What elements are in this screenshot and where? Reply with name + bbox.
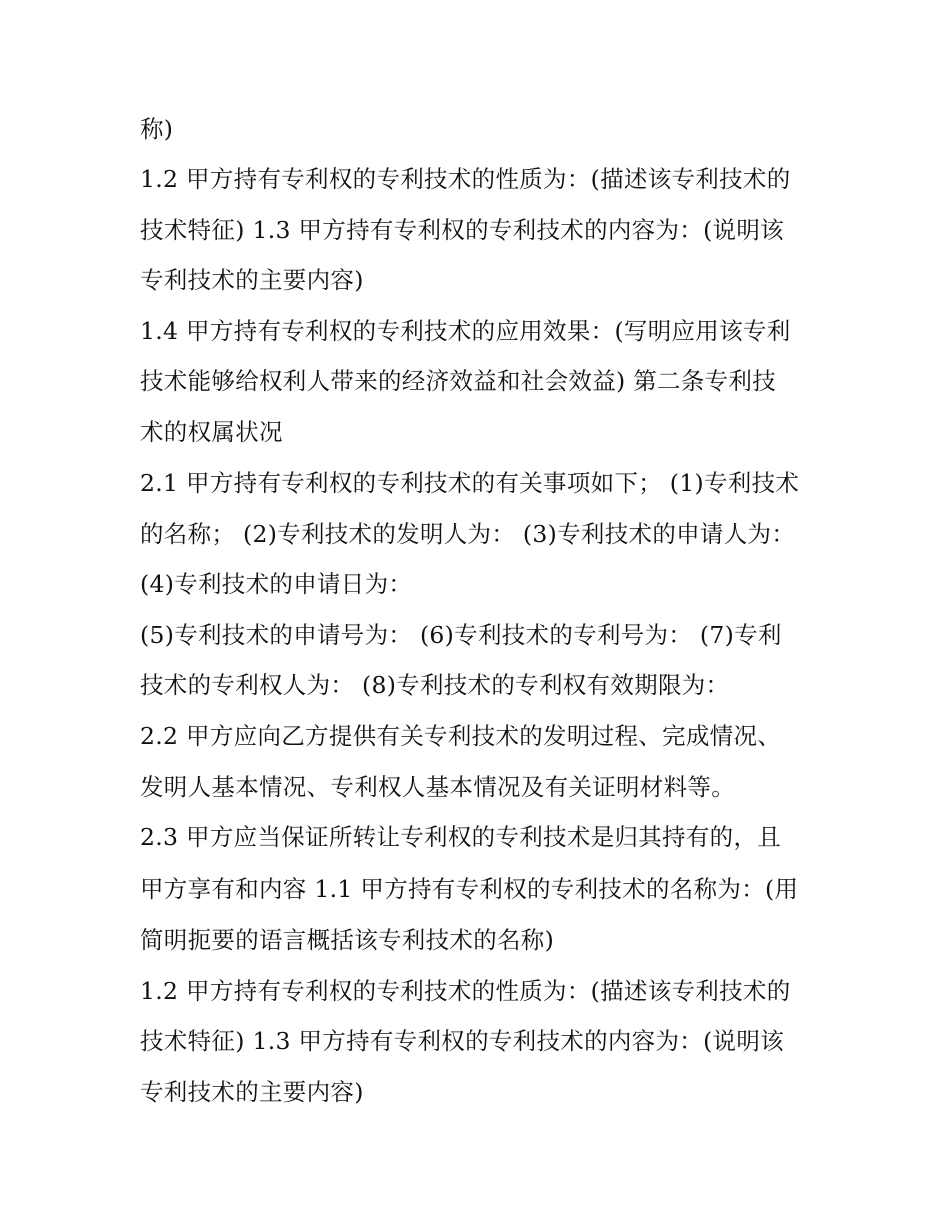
text-line: 的名称； (2)专利技术的发明人为： (3)专利技术的申请人为： xyxy=(140,520,796,548)
text-line: 术的权属状况 xyxy=(140,418,283,446)
text-line: (4)专利技术的申请日为： xyxy=(140,570,413,598)
text-line: 技术特征) 1.3 甲方持有专利权的专利技术的内容为：(说明该 xyxy=(140,1027,784,1055)
text-line: 技术能够给权利人带来的经济效益和社会效益) 第二条专利技 xyxy=(140,367,777,395)
text-line: 专利技术的主要内容) xyxy=(140,1078,364,1106)
text-line: 2.1 甲方持有专利权的专利技术的有关事项如下； (1)专利技术 xyxy=(140,469,800,497)
text-line: 简明扼要的语言概括该专利技术的名称) xyxy=(140,926,555,954)
text-line: 专利技术的主要内容) xyxy=(140,266,364,294)
text-line: 2.3 甲方应当保证所转让专利权的专利技术是归其持有的，且 xyxy=(140,823,782,851)
text-line: 称) xyxy=(140,115,174,143)
text-line: 2.2 甲方应向乙方提供有关专利技术的发明过程、完成情况、 xyxy=(140,722,782,750)
text-line: 甲方享有和内容 1.1 甲方持有专利权的专利技术的名称为：(用 xyxy=(140,875,799,903)
text-line: 技术特征) 1.3 甲方持有专利权的专利技术的内容为：(说明该 xyxy=(140,216,784,244)
text-line: 发明人基本情况、专利权人基本情况及有关证明材料等。 xyxy=(140,773,735,801)
text-line: 技术的专利权人为： (8)专利技术的专利权有效期限为： xyxy=(140,671,730,699)
text-line: 1.4 甲方持有专利权的专利技术的应用效果：(写明应用该专利 xyxy=(140,317,791,345)
text-line: 1.2 甲方持有专利权的专利技术的性质为：(描述该专利技术的 xyxy=(140,977,791,1005)
text-line: (5)专利技术的申请号为： (6)专利技术的专利号为： (7)专利 xyxy=(140,621,782,649)
text-line: 1.2 甲方持有专利权的专利技术的性质为：(描述该专利技术的 xyxy=(140,165,791,193)
